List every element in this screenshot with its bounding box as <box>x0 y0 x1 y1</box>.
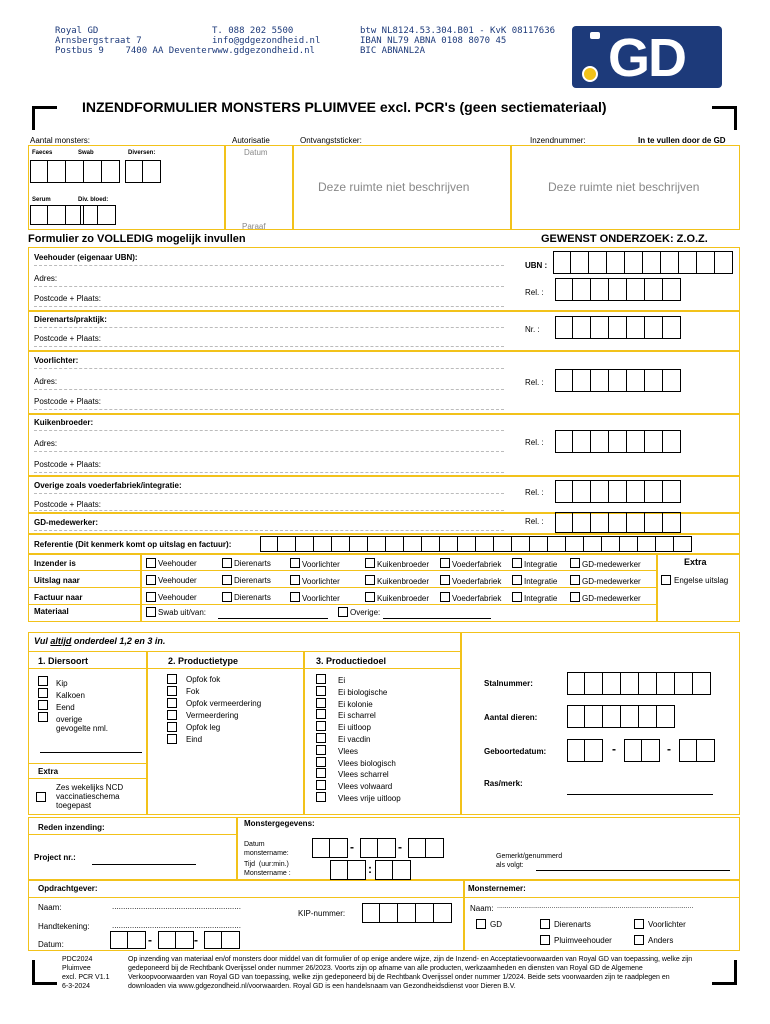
role-option-label: Dierenarts <box>234 576 271 585</box>
productiedoel-header: 3. Productiedoel <box>316 656 387 666</box>
nr-field[interactable] <box>555 316 681 339</box>
productietype-checkbox[interactable] <box>167 686 177 696</box>
geboortedatum-maand[interactable] <box>624 739 660 762</box>
stalnummer-label: Stalnummer: <box>484 679 533 688</box>
productietype-checkbox[interactable] <box>167 674 177 684</box>
opdrachtgever-label: Opdrachtgever: <box>38 884 98 893</box>
faeces-count[interactable] <box>30 160 120 183</box>
rel-label-4: Rel. : <box>525 488 544 497</box>
handtekening-label: Handtekening: <box>38 922 90 931</box>
swab-uitvan-label: Swab uit/van: <box>158 608 207 617</box>
monsternemer-checkbox[interactable] <box>540 919 550 929</box>
inzendnummer-label: Inzendnummer: <box>530 136 586 145</box>
role-checkbox[interactable] <box>365 592 375 602</box>
role-option-label: Integratie <box>524 594 558 603</box>
rel-field-2[interactable] <box>555 369 681 392</box>
voorlichter-label: Voorlichter: <box>34 356 79 365</box>
role-checkbox[interactable] <box>365 558 375 568</box>
rel-field-3[interactable] <box>555 430 681 453</box>
productiedoel-checkbox[interactable] <box>316 698 326 708</box>
kip-field[interactable] <box>362 903 452 923</box>
extra2-label: Extra <box>38 767 59 776</box>
role-checkbox[interactable] <box>146 592 156 602</box>
productiedoel-label: Vlees biologisch <box>338 758 396 768</box>
overige-checkbox[interactable] <box>338 607 348 617</box>
productietype-label: Opfok fok <box>186 675 221 684</box>
role-checkbox[interactable] <box>570 575 580 585</box>
productiedoel-checkbox[interactable] <box>316 686 326 696</box>
diersoort-label: overige gevogelte nml. <box>56 715 109 733</box>
gdmw-label: GD-medewerker: <box>34 518 99 527</box>
diersoort-checkbox[interactable] <box>38 700 48 710</box>
diversen-count[interactable] <box>125 160 161 183</box>
role-option-label: Voorlichter <box>302 577 340 586</box>
productietype-label: Opfok vermeerdering <box>186 699 262 708</box>
rel-label-3: Rel. : <box>525 438 544 447</box>
role-option-label: Dierenarts <box>234 559 271 568</box>
productietype-label: Opfok leg <box>186 723 221 732</box>
volledig-title: Formulier zo VOLLEDIG mogelijk invullen <box>28 233 246 245</box>
diersoort-checkbox[interactable] <box>38 712 48 722</box>
handtekening-dots: .......................................................... <box>112 921 241 930</box>
diersoort-header: 1. Diersoort <box>38 656 89 666</box>
niet-beschrijven-1: Deze ruimte niet beschrijven <box>318 180 470 194</box>
role-checkbox[interactable] <box>440 575 450 585</box>
role-option-label: Voederfabriek <box>452 560 502 569</box>
diversen-label: Diversen: <box>128 150 156 156</box>
role-checkbox[interactable] <box>440 558 450 568</box>
niet-beschrijven-2: Deze ruimte niet beschrijven <box>548 180 700 194</box>
role-option-label: Veehouder <box>158 576 197 585</box>
productiedoel-checkbox[interactable] <box>316 780 326 790</box>
logo <box>572 26 722 88</box>
rel-field-5[interactable] <box>555 512 681 533</box>
role-checkbox[interactable] <box>290 592 300 602</box>
productiedoel-label: Ei kolonie <box>338 699 373 709</box>
productiedoel-label: Vlees vrije uitloop <box>338 794 401 803</box>
gd-fill-label: In te vullen door de GD <box>638 136 726 145</box>
role-checkbox[interactable] <box>146 558 156 568</box>
role-row-label: Inzender is <box>34 559 76 568</box>
tijd-min[interactable] <box>375 860 411 880</box>
crown-icon <box>590 32 600 39</box>
role-checkbox[interactable] <box>365 575 375 585</box>
diersoort-label: Kalkoen <box>56 691 85 700</box>
monstername-dag[interactable] <box>312 838 348 858</box>
datum-maand[interactable] <box>158 931 194 949</box>
aantal-label: Aantal monsters: <box>30 136 91 145</box>
footer-code: PDC2024 Pluimvee excl. PCR V1.1 6-3-2024 <box>62 956 110 990</box>
role-checkbox[interactable] <box>570 558 580 568</box>
monsternemer-checkbox[interactable] <box>476 919 486 929</box>
monsternemer-label: Monsternemer: <box>468 884 526 893</box>
productiedoel-label: Vlees <box>338 746 359 756</box>
seal-icon <box>582 66 598 82</box>
productiedoel-label: Vlees scharrel <box>338 770 389 780</box>
referentie-field[interactable] <box>260 536 692 552</box>
monsternemer-option: Anders <box>648 936 674 945</box>
rel-label-5: Rel. : <box>525 517 544 526</box>
productiedoel-checkbox[interactable] <box>316 757 326 767</box>
role-option-label: Kuikenbroeder <box>377 560 430 569</box>
productietype-header: 2. Productietype <box>168 656 239 666</box>
role-checkbox[interactable] <box>512 558 522 568</box>
productietype-label: Vermeerdering <box>186 711 239 720</box>
address-block-2: T. 088 202 5500 info@gdgezondheid.nl www.gdgezondheid.nl <box>212 26 321 56</box>
ontvangst-label: Ontvangststicker: <box>300 136 362 145</box>
postcode-label-5: Postcode + Plaats: <box>34 500 101 509</box>
rasmerk-label: Ras/merk: <box>484 779 523 788</box>
datum-label-2: Datum: <box>38 940 64 949</box>
divbloed-count[interactable] <box>80 205 116 225</box>
productiedoel-label: Ei <box>338 676 346 685</box>
role-checkbox[interactable] <box>290 558 300 568</box>
rel-label-2: Rel. : <box>525 378 544 387</box>
productietype-label: Fok <box>186 687 200 696</box>
datum-label: Datum <box>244 148 268 157</box>
veehouder-label: Veehouder (eigenaar UBN): <box>34 253 138 262</box>
monstername-maand[interactable] <box>360 838 396 858</box>
productiedoel-checkbox[interactable] <box>316 745 326 755</box>
serum-label: Serum <box>32 197 51 203</box>
productiedoel-label: Vlees volwaard <box>338 782 393 792</box>
productiedoel-checkbox[interactable] <box>316 721 326 731</box>
engelse-checkbox[interactable] <box>661 575 671 585</box>
role-option-label: Voorlichter <box>302 560 340 569</box>
adres-label-3: Adres: <box>34 439 58 448</box>
productietype-checkbox[interactable] <box>167 698 177 708</box>
role-checkbox[interactable] <box>512 592 522 602</box>
role-option-label: Integratie <box>524 560 558 569</box>
diersoort-checkbox[interactable] <box>38 676 48 686</box>
role-checkbox[interactable] <box>146 575 156 585</box>
naam-label: Naam: <box>38 903 62 912</box>
role-checkbox[interactable] <box>512 575 522 585</box>
faeces-label: Faeces <box>32 150 53 156</box>
monsternemer-option: Pluimveehouder <box>554 936 612 945</box>
reden-label: Reden inzending: <box>38 823 105 832</box>
diersoort-label: Kip <box>56 679 68 688</box>
postcode-label-2: Postcode + Plaats: <box>34 334 101 343</box>
project-label: Project nr.: <box>34 853 76 862</box>
role-checkbox[interactable] <box>440 592 450 602</box>
role-option-label: Voederfabriek <box>452 577 502 586</box>
productiedoel-checkbox[interactable] <box>316 733 326 743</box>
productiedoel-label: Ei scharrel <box>338 711 376 721</box>
materiaal-label: Materiaal <box>34 607 69 616</box>
ncd-checkbox[interactable] <box>36 792 46 802</box>
role-option-label: GD-medewerker <box>582 594 641 603</box>
ubn-label: UBN : <box>525 261 548 270</box>
logo-text: GD <box>608 28 685 88</box>
datum-dag[interactable] <box>110 931 146 949</box>
adres-label: Adres: <box>34 274 58 283</box>
productietype-checkbox[interactable] <box>167 722 177 732</box>
role-option-label: Veehouder <box>158 593 197 602</box>
role-checkbox[interactable] <box>222 575 232 585</box>
swab-label: Swab <box>78 150 94 156</box>
ubn-field[interactable] <box>553 251 733 274</box>
naam-dots-2: ..................................................................................................... <box>497 903 694 910</box>
engelse-label: Engelse uitslag <box>674 576 729 585</box>
geboortedatum-dag[interactable] <box>567 739 603 762</box>
tijd-uur[interactable] <box>330 860 366 880</box>
referentie-label: Referentie (Dit kenmerk komt op uitslag en factuur): <box>34 540 232 549</box>
monsternemer-checkbox[interactable] <box>634 935 644 945</box>
role-option-label: Dierenarts <box>234 593 271 602</box>
stalnummer-field[interactable] <box>567 672 711 695</box>
role-checkbox[interactable] <box>222 558 232 568</box>
role-option-label: Kuikenbroeder <box>377 577 430 586</box>
vul-instructie: Vul altijd onderdeel 1,2 en 3 in. <box>34 636 166 646</box>
monsternemer-checkbox[interactable] <box>634 919 644 929</box>
address-block-3: btw NL8124.53.304.B01 - KvK 08117636 IBAN NL79 ABNA 0108 8070 45 BIC ABNANL2A <box>360 26 556 56</box>
kip-label: KIP-nummer: <box>298 909 346 918</box>
role-checkbox[interactable] <box>570 592 580 602</box>
diersoort-label: Eend <box>56 703 75 712</box>
page-title: INZENDFORMULIER MONSTERS PLUIMVEE excl. PCR's (geen sectiemateriaal) <box>82 99 607 115</box>
geboortedatum-label: Geboortedatum: <box>484 747 547 756</box>
datum-jaar[interactable] <box>204 931 240 949</box>
adres-label-2: Adres: <box>34 377 58 386</box>
divbloed-label: Div. bloed: <box>78 197 109 203</box>
productiedoel-checkbox[interactable] <box>316 792 326 802</box>
kuikenbroeder-label: Kuikenbroeder: <box>34 418 94 427</box>
productiedoel-label: Ei vacdin <box>338 735 371 744</box>
datum-monstername-label: Datum monstername: <box>244 841 289 857</box>
footer-text: Op inzending van materiaal en/of monsters door middel van dit formulier of op enige andere wijze, zijn de Inzend- en Acceptatievoorwaarden van Royal GD van toepassing, welke zijn gedeponeerd bij de Rechtbank Overijssel onder nummer 26/2023. Voorts zijn op afname van alle producten, werkzaamheden en diensten van Royal GD de Algemene Verkoopvoorwaarden van Royal GD van toepassing, welke zijn gedeponeerd bij de Rechtbank Overijssel onder nummer 1/2024. Beide sets voorwaarden zijn te raadplegen en downloaden via www.gdgezondheid.nl/voorwaarden. Royal GD is een handelsnaam van Gezondheidsdienst voor Dieren B.V. <box>128 956 693 990</box>
monsternemer-option: GD <box>490 920 502 929</box>
role-checkbox[interactable] <box>222 592 232 602</box>
rel-label: Rel. : <box>525 288 544 297</box>
extra-label: Extra <box>684 557 707 567</box>
gemerkt-label: Gemerkt/genummerd als volgt: <box>496 853 563 869</box>
address-block-1: Royal GD Arnsbergstraat 7 Postbus 9 7400 AA Deventer <box>55 26 213 56</box>
role-option-label: GD-medewerker <box>582 560 641 569</box>
productiedoel-checkbox[interactable] <box>316 768 326 778</box>
postcode-label: Postcode + Plaats: <box>34 294 101 303</box>
monstergegevens-label: Monstergegevens: <box>244 819 315 828</box>
productiedoel-label: Ei uitloop <box>338 723 371 733</box>
paraaf-label: Paraaf <box>242 222 266 231</box>
productietype-checkbox[interactable] <box>167 710 177 720</box>
autorisatie-label: Autorisatie <box>232 136 270 145</box>
ncd-label: Zes wekelijks NCD vaccinatieschema toegepast <box>56 783 124 810</box>
role-option-label: Voederfabriek <box>452 594 502 603</box>
aantal-dieren-field[interactable] <box>567 705 675 728</box>
serum-count[interactable] <box>30 205 84 225</box>
tijd-label: Tijd (uur:min.) Monstername : <box>244 861 291 877</box>
rel-field-4[interactable] <box>555 480 681 503</box>
nr-label: Nr. : <box>525 325 540 334</box>
overige-mat-label: Overige: <box>350 608 381 617</box>
monsternemer-option: Voorlichter <box>648 920 686 929</box>
naam-dots: .......................................................... <box>112 902 241 911</box>
role-option-label: Voorlichter <box>302 594 340 603</box>
diersoort-checkbox[interactable] <box>38 688 48 698</box>
overige-label: Overige zoals voederfabriek/integratie: <box>34 481 182 490</box>
productietype-checkbox[interactable] <box>167 734 177 744</box>
role-option-label: Kuikenbroeder <box>377 594 430 603</box>
productiedoel-label: Ei biologische <box>338 687 388 697</box>
dierenarts-label: Dierenarts/praktijk: <box>34 315 107 324</box>
productiedoel-checkbox[interactable] <box>316 674 326 684</box>
role-checkbox[interactable] <box>290 575 300 585</box>
role-option-label: Integratie <box>524 577 558 586</box>
monsternemer-checkbox[interactable] <box>540 935 550 945</box>
aantal-dieren-label: Aantal dieren: <box>484 713 538 722</box>
role-row-label: Uitslag naar <box>34 576 80 585</box>
role-option-label: Veehouder <box>158 559 197 568</box>
postcode-label-3: Postcode + Plaats: <box>34 397 101 406</box>
onderzoek-title: GEWENST ONDERZOEK: Z.O.Z. <box>541 233 708 245</box>
monstername-jaar[interactable] <box>408 838 444 858</box>
role-option-label: GD-medewerker <box>582 577 641 586</box>
rel-field[interactable] <box>555 278 681 301</box>
productietype-label: Eind <box>186 735 203 744</box>
monsternemer-option: Dierenarts <box>554 920 591 929</box>
swab-checkbox[interactable] <box>146 607 156 617</box>
geboortedatum-jaar[interactable] <box>679 739 715 762</box>
role-row-label: Factuur naar <box>34 593 83 602</box>
productiedoel-checkbox[interactable] <box>316 709 326 719</box>
naam-label-2: Naam: <box>470 904 494 913</box>
postcode-label-4: Postcode + Plaats: <box>34 460 101 469</box>
